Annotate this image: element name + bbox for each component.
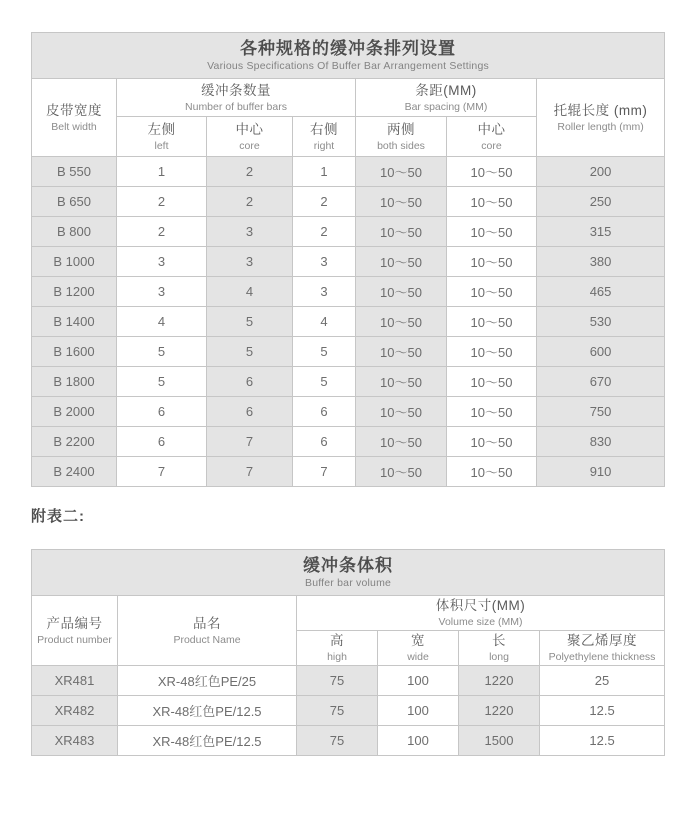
col-group-header-buffer-bars [117,79,356,117]
col-header-core-bars [207,117,293,157]
table-row [32,726,665,756]
table-row [32,457,665,487]
page [0,32,697,817]
cell-roller-length: 750 [537,397,665,427]
cell-wide: 100 [378,666,459,696]
cell-belt-width: B 550 [32,157,117,187]
col-header-belt-width-en: Belt width [51,120,97,133]
cell-wide: 100 [378,726,459,756]
cell-pe-thickness: 25 [540,666,665,696]
col-header-both-sides-zh: 两侧 [387,121,415,137]
cell-bars-right: 3 [293,247,356,277]
table2-body [32,666,665,756]
cell-belt-width: B 1200 [32,277,117,307]
cell-product-number: XR483 [32,726,118,756]
col-header-high-en: high [327,651,347,663]
cell-bars-core: 3 [207,247,293,277]
table-row [32,696,665,726]
col-header-roller-length [537,79,665,157]
cell-bars-left: 6 [117,397,207,427]
cell-long: 1220 [459,696,540,726]
table1-title: 各种规格的缓冲条排列设置 [240,39,457,58]
cell-roller-length: 250 [537,187,665,217]
col-header-wide [378,631,459,666]
table2-subtitle: Buffer bar volume [304,577,392,589]
cell-high: 75 [297,696,378,726]
table-row [32,337,665,367]
table1-title-band [32,33,665,79]
col-header-wide-en: wide [407,651,429,663]
cell-roller-length: 530 [537,307,665,337]
cell-bars-right: 2 [293,217,356,247]
cell-bars-core: 6 [207,367,293,397]
cell-spacing-core: 10～50 [447,307,537,337]
col-header-core-spacing-zh: 中心 [477,121,506,137]
table-row [32,217,665,247]
cell-roller-length: 465 [537,277,665,307]
cell-bars-right: 7 [293,457,356,487]
col-header-right [293,117,356,157]
cell-bars-left: 3 [117,247,207,277]
table2-title-band [32,550,665,596]
table2-header-row-1 [32,596,665,631]
attachment-table-label: 附表二: [31,508,85,525]
cell-spacing-both-sides: 10～50 [356,247,447,277]
cell-roller-length: 670 [537,367,665,397]
col-header-product-number-zh: 产品编号 [46,615,103,631]
cell-roller-length: 910 [537,457,665,487]
cell-roller-length: 830 [537,427,665,457]
col-header-product-name-en: Product Name [173,633,241,646]
col-group-header-volume-size-en: Volume size (MM) [438,616,523,628]
cell-bars-core: 3 [207,217,293,247]
col-header-long-en: long [489,651,509,663]
cell-belt-width: B 1600 [32,337,117,367]
cell-roller-length: 600 [537,337,665,367]
table-row [32,247,665,277]
cell-bars-left: 2 [117,187,207,217]
col-header-both-sides [356,117,447,157]
cell-bars-left: 5 [117,337,207,367]
col-header-both-sides-en: both sides [377,139,425,152]
cell-bars-left: 1 [117,157,207,187]
col-header-right-zh: 右侧 [310,121,338,137]
cell-bars-core: 7 [207,457,293,487]
cell-bars-left: 7 [117,457,207,487]
col-group-header-buffer-bars-en: Number of buffer bars [185,100,287,113]
col-header-left-en: left [154,139,169,152]
cell-pe-thickness: 12.5 [540,696,665,726]
cell-spacing-core: 10～50 [447,337,537,367]
cell-bars-right: 4 [293,307,356,337]
cell-wide: 100 [378,696,459,726]
cell-spacing-core: 10～50 [447,397,537,427]
cell-bars-core: 5 [207,337,293,367]
cell-spacing-both-sides: 10～50 [356,307,447,337]
cell-roller-length: 315 [537,217,665,247]
cell-belt-width: B 2200 [32,427,117,457]
cell-bars-left: 3 [117,277,207,307]
col-header-left-zh: 左侧 [147,121,176,137]
table-row [32,666,665,696]
table-row [32,187,665,217]
col-header-roller-length-zh: 托辊长度 (mm) [553,102,648,118]
col-header-pe-thickness [540,631,665,666]
cell-bars-left: 5 [117,367,207,397]
cell-bars-right: 2 [293,187,356,217]
cell-spacing-core: 10～50 [447,187,537,217]
cell-roller-length: 380 [537,247,665,277]
cell-product-name: XR-48红色PE/12.5 [118,726,297,756]
cell-product-name: XR-48红色PE/12.5 [118,696,297,726]
cell-spacing-both-sides: 10～50 [356,277,447,307]
cell-spacing-core: 10～50 [447,427,537,457]
cell-bars-core: 7 [207,427,293,457]
cell-spacing-both-sides: 10～50 [356,337,447,367]
col-header-core-spacing [447,117,537,157]
buffer-bar-volume-table [31,549,665,756]
col-header-pe-thickness-en: Polyethylene thickness [548,651,656,663]
col-header-belt-width [32,79,117,157]
cell-product-number: XR482 [32,696,118,726]
cell-spacing-core: 10～50 [447,217,537,247]
col-group-header-bar-spacing-en: Bar spacing (MM) [404,100,488,113]
cell-spacing-core: 10～50 [447,367,537,397]
col-header-product-name-zh: 品名 [193,615,221,631]
cell-belt-width: B 1800 [32,367,117,397]
cell-bars-core: 6 [207,397,293,427]
cell-spacing-both-sides: 10～50 [356,187,447,217]
cell-product-number: XR481 [32,666,118,696]
cell-bars-right: 3 [293,277,356,307]
cell-long: 1500 [459,726,540,756]
cell-bars-core: 5 [207,307,293,337]
cell-high: 75 [297,726,378,756]
col-group-header-bar-spacing [356,79,537,117]
cell-spacing-core: 10～50 [447,157,537,187]
buffer-bar-arrangement-table [31,32,665,487]
table2-title: 缓冲条体积 [303,556,394,575]
table1-body [32,157,665,487]
cell-bars-core: 4 [207,277,293,307]
col-group-header-volume-size [297,596,665,631]
cell-belt-width: B 1400 [32,307,117,337]
cell-spacing-core: 10～50 [447,457,537,487]
col-header-belt-width-zh: 皮带宽度 [46,102,102,118]
cell-bars-right: 6 [293,397,356,427]
col-header-high [297,631,378,666]
cell-high: 75 [297,666,378,696]
col-header-right-en: right [313,139,335,152]
cell-bars-left: 4 [117,307,207,337]
cell-spacing-both-sides: 10～50 [356,157,447,187]
col-header-high-zh: 高 [330,633,344,648]
table-row [32,307,665,337]
col-header-roller-length-en: Roller length (mm) [557,120,644,133]
cell-belt-width: B 1000 [32,247,117,277]
table-row [32,367,665,397]
col-group-header-bar-spacing-zh: 条距(MM) [415,82,477,98]
cell-bars-right: 1 [293,157,356,187]
cell-bars-left: 6 [117,427,207,457]
cell-spacing-core: 10～50 [447,247,537,277]
cell-spacing-both-sides: 10～50 [356,367,447,397]
cell-bars-left: 2 [117,217,207,247]
cell-bars-core: 2 [207,157,293,187]
cell-belt-width: B 650 [32,187,117,217]
col-header-core-bars-en: core [239,139,260,152]
cell-product-name: XR-48红色PE/25 [118,666,297,696]
cell-long: 1220 [459,666,540,696]
table-row [32,277,665,307]
cell-spacing-both-sides: 10～50 [356,217,447,247]
col-header-left [117,117,207,157]
col-header-long [459,631,540,666]
table1-title-row [32,33,665,79]
cell-pe-thickness: 12.5 [540,726,665,756]
cell-spacing-both-sides: 10～50 [356,457,447,487]
col-header-core-bars-zh: 中心 [235,121,264,137]
cell-spacing-both-sides: 10～50 [356,427,447,457]
col-header-product-name [118,596,297,666]
col-header-product-number-en: Product number [37,633,112,646]
table1-header-row-1 [32,79,665,117]
cell-bars-right: 5 [293,337,356,367]
cell-spacing-core: 10～50 [447,277,537,307]
cell-spacing-both-sides: 10～50 [356,397,447,427]
table-row [32,427,665,457]
cell-roller-length: 200 [537,157,665,187]
cell-bars-core: 2 [207,187,293,217]
col-group-header-buffer-bars-zh: 缓冲条数量 [201,82,271,98]
table1-subtitle: Various Specifications Of Buffer Bar Arrangement Settings [207,60,489,72]
table2-title-row [32,550,665,596]
col-group-header-volume-size-zh: 体积尺寸(MM) [435,598,526,613]
cell-bars-right: 6 [293,427,356,457]
col-header-wide-zh: 宽 [411,633,425,648]
col-header-core-spacing-en: core [481,139,502,152]
cell-bars-right: 5 [293,367,356,397]
col-header-long-zh: 长 [492,633,506,648]
cell-belt-width: B 2400 [32,457,117,487]
table-row [32,157,665,187]
cell-belt-width: B 800 [32,217,117,247]
col-header-pe-thickness-zh: 聚乙烯厚度 [567,633,638,648]
table-row [32,397,665,427]
col-header-product-number [32,596,118,666]
cell-belt-width: B 2000 [32,397,117,427]
